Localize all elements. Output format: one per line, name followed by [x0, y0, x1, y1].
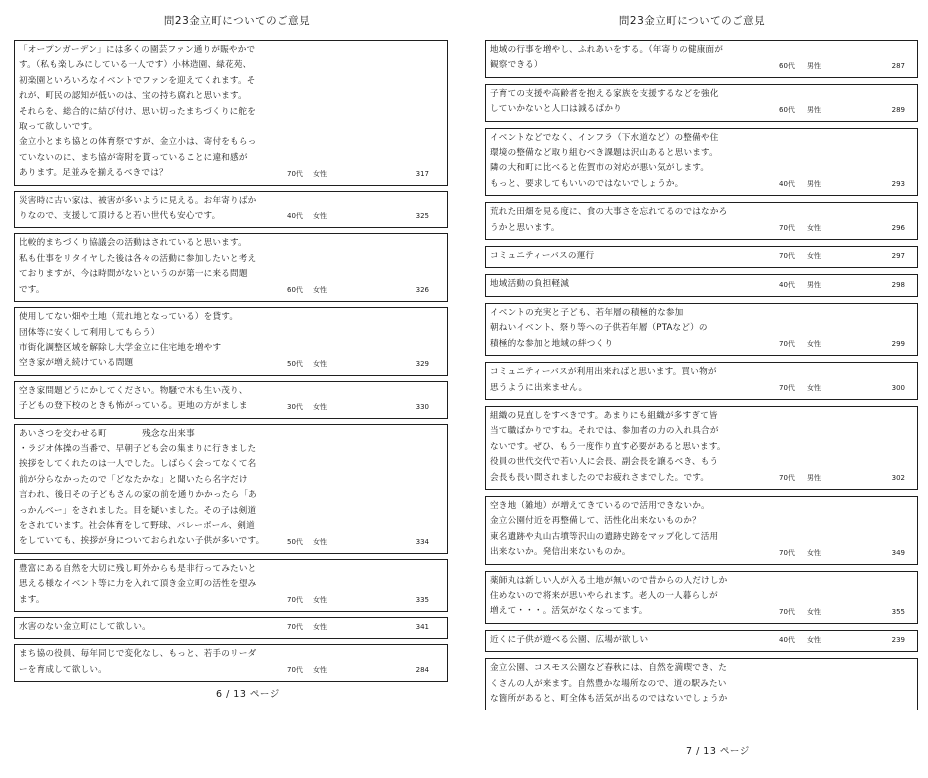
comment-entry	[485, 658, 918, 710]
respondent-meta	[287, 283, 447, 298]
respondent-gender: 女性	[313, 286, 327, 295]
respondent-id: 341	[415, 623, 429, 632]
respondent-age: 40代	[779, 280, 795, 289]
comment-entry	[14, 424, 448, 554]
respondent-id: 300	[891, 383, 905, 392]
respondent-meta	[757, 692, 917, 707]
respondent-id: 284	[415, 666, 429, 675]
comment-text: 子育ての支援や高齢者を抱える家族を支援するなどを強化 していかないと人口は減るばかり	[490, 88, 719, 115]
respondent-meta	[757, 177, 917, 192]
comment-text: イベントの充実と子ども、若年層の積極的な参加 朝ねいイベント、祭り等への子供若年層（PTAなど）の 積極的な参加と地域の絆つくり	[490, 307, 708, 349]
respondent-meta	[757, 546, 917, 561]
respondent-age: 70代	[287, 596, 303, 604]
respondent-gender: 男性	[807, 105, 821, 114]
page-title: 問23金立町についてのご意見	[618, 15, 766, 27]
respondent-meta	[287, 535, 447, 550]
respondent-meta	[757, 221, 917, 236]
respondent-gender: 女性	[807, 636, 821, 645]
comment-text: イベントなどでなく、インフラ（下水道など）の整備や住 環境の整備など取り組むべき課題は沢山あると思います。 隣の大和町に比べると佐賀市の対応が悪い気がします。 もっと、要求してもいいのではないでしょうか。	[490, 132, 719, 189]
respondent-age: 50代	[287, 537, 303, 546]
respondent-id: 287	[891, 61, 905, 70]
respondent-age: 70代	[779, 607, 795, 616]
respondent-age: 40代	[779, 180, 795, 189]
respondent-meta	[757, 103, 917, 118]
respondent-gender: 女性	[313, 537, 327, 546]
respondent-gender: 女性	[807, 340, 821, 349]
comment-entry	[14, 233, 448, 302]
respondent-gender: 女性	[807, 252, 821, 261]
respondent-id: 239	[891, 636, 905, 645]
respondent-id: 325	[415, 212, 429, 221]
comment-text: コミュニティーバスが利用出来ればと思います。買い物が 思うように出来ません。	[490, 367, 717, 393]
comment-text: 空き地（雑地）が増えてきているので活用できないか。 金立公園付近を再整備して、活性化出来ないものか？ 東名遺跡や丸山古墳等沢山の遺跡史跡をマップ化して活用 出来ないか。発信出来ないものか。	[490, 500, 719, 558]
comment-text: 使用してない畑や土地（荒れ地となっている）を貸す。 団体等に安くして利用してもらう） 市街化調整区域を解除し大学金立に住宅地を増やす 空き家が増え続けている問題	[19, 312, 239, 369]
comment-entry	[485, 303, 918, 356]
respondent-meta	[287, 663, 447, 678]
respondent-id: 355	[891, 607, 905, 616]
comment-text: 地域の行事を増やし、ふれあいをする。（年寄りの健康面が 観察できる）	[490, 45, 724, 71]
comment-entry	[485, 128, 918, 197]
respondent-gender: 男性	[807, 61, 821, 70]
respondent-meta	[287, 593, 447, 608]
entry-list	[14, 40, 448, 687]
respondent-id: 293	[891, 180, 905, 189]
comment-text: 近くに子供が遊べる公園、広場が欲しい	[490, 634, 649, 645]
comment-text: まち協の役員、毎年同じで変化なし、もっと、若手のリーダ ーを育成して欲しい。	[19, 649, 257, 675]
comment-text: 荒れた田畑を見る度に、食の大事さを忘れてるのではなかろ うかと思います。	[490, 207, 728, 233]
comment-entry	[485, 362, 918, 400]
respondent-age: 40代	[287, 212, 303, 221]
respondent-gender: 女性	[807, 383, 821, 392]
comment-entry	[485, 630, 918, 652]
comment-entry	[485, 40, 918, 78]
comment-entry	[14, 307, 448, 376]
respondent-gender: 男性	[807, 180, 821, 189]
comment-entry	[485, 84, 918, 122]
comment-text: 「オープンガーデン」には多くの園芸ファン通りが賑やかで す。（私も楽しみにしている一人です）小林造園、緑花苑、 初楽園といろいろなイベントでファンを迎えてくれます。そ れが、町民の認知が低いのは、宝の持ち腐れと思います。 それらを、総合的に結び付け、思い切ったまちづくりに舵を 取って欲しいです。 金立小とまち協との体育祭ですが、金立小は、寄付をもらっ ていないのに、まち協が寄附を貰っていることに違和感が あります。足並みを揃えるべきでは？	[19, 45, 257, 179]
respondent-id: 296	[891, 224, 905, 233]
comment-text: 金立公園、コスモス公園など春秋には、自然を満喫でき、た くさんの人が来ます。自然豊かな場所なので、道の駅みたい な箇所があると、町全体も活気が出るのではないでしょうか	[490, 663, 728, 704]
respondent-id: 330	[415, 402, 429, 411]
respondent-age: 60代	[287, 286, 303, 295]
respondent-meta	[757, 278, 917, 293]
respondent-meta	[287, 357, 447, 372]
respondent-gender: 女性	[313, 212, 327, 221]
respondent-meta	[757, 381, 917, 396]
respondent-gender: 男性	[807, 473, 821, 482]
page-number: 7 / 13 ページ	[686, 746, 750, 757]
respondent-meta	[757, 59, 917, 74]
comment-text: あいさつを交わせる町 残念な出来事 ・ラジオ体操の当番で、早朝子ども会の集まりに行きました 挨拶をしてくれたのは一人でした。しばらく会ってなくて名 前が分らなかったので「どなたかな」と聞いたら名字だけ 言われ、後日その子どもさんの家の前を通りかかったら「あ っかんべー」をされました。目を疑いました。その子は剣道 をされています。社会体育をして野球、バレーボール、剣道 をしていても、挨拶が身についておられない子供が多いです。	[19, 428, 265, 547]
respondent-id: 299	[891, 340, 905, 349]
comment-entry	[14, 381, 448, 419]
comment-text: 災害時に古い家は、被害が多いように見える。お年寄りばか りなので、支援して頂けると若い世代も安心です。	[19, 195, 257, 222]
respondent-id: 349	[891, 548, 905, 557]
comment-entry	[14, 559, 448, 612]
respondent-gender: 女性	[313, 623, 327, 632]
comment-entry	[485, 202, 918, 240]
comment-text: 水害のない金立町にして欲しい。	[19, 622, 151, 632]
respondent-age: 70代	[287, 666, 303, 675]
respondent-meta	[757, 633, 917, 648]
respondent-meta	[757, 337, 917, 352]
respondent-gender: 女性	[807, 548, 821, 557]
respondent-id: 297	[891, 252, 905, 261]
respondent-gender: 女性	[807, 607, 821, 616]
respondent-age: 70代	[287, 169, 303, 178]
comment-text: コミュニティーバスの運行	[490, 251, 595, 262]
respondent-id: 334	[415, 537, 429, 546]
comment-text: 組織の見直しをすべきです。あまりにも組織が多すぎて皆 当て職ばかりですね。それでは、参加者の力の入れ具合が ないです。ぜひ、もう一度作り直す必要があると思います。 役員の世代交代で若い人に会長、副会長を譲るべき、もう 会長も長い間されましたのでお疲れさまでした。です。	[490, 410, 726, 483]
comment-text: 地域活動の負担軽減	[490, 279, 570, 290]
comment-entry	[14, 191, 448, 229]
respondent-age: 70代	[779, 473, 795, 482]
respondent-age: 70代	[779, 383, 795, 392]
respondent-meta	[757, 471, 917, 486]
respondent-id: 335	[415, 596, 429, 604]
entry-list	[485, 40, 918, 716]
comment-entry	[14, 644, 448, 682]
respondent-meta	[287, 620, 447, 635]
respondent-gender: 女性	[313, 402, 327, 411]
respondent-age: 60代	[779, 61, 795, 70]
right-page	[464, 0, 928, 778]
comment-entry	[14, 617, 448, 639]
respondent-meta	[287, 400, 447, 415]
page-title: 問23金立町についてのご意見	[163, 15, 311, 27]
comment-text: 比較的まちづくり協議会の活動はされていると思います。 私も仕事をリタイヤした後は各々の活動に参加したいと考え ておりますが、今は時間がないというのが第一に来る問題 です。	[19, 238, 257, 295]
respondent-age: 70代	[779, 252, 795, 261]
respondent-age: 70代	[779, 548, 795, 557]
respondent-id: 329	[415, 359, 429, 368]
comment-text: 豊富にある自然を大切に残し町外からも是非行ってみたいと 思える様なイベント等に力を入れて頂き金立町の活性を望み ます。	[19, 563, 257, 605]
respondent-meta	[757, 249, 917, 264]
comment-entry	[485, 246, 918, 268]
respondent-id: 326	[415, 286, 429, 295]
respondent-gender: 女性	[313, 359, 327, 368]
respondent-id: 317	[415, 169, 429, 178]
comment-text: 薬師丸は新しい人が入る土地が無いので昔からの人だけしか 住めないので将来が思いやられます。老人の一人暮らしが 増えて・・・。活気がなくなってます。	[490, 575, 728, 617]
page-number: 6 / 13 ページ	[216, 689, 280, 700]
comment-entry	[485, 571, 918, 624]
respondent-meta	[287, 167, 447, 182]
respondent-id: 298	[891, 280, 905, 289]
respondent-gender: 女性	[313, 169, 327, 178]
respondent-age: 30代	[287, 402, 303, 411]
respondent-gender: 女性	[807, 224, 821, 233]
respondent-age: 50代	[287, 359, 303, 368]
respondent-meta	[757, 605, 917, 620]
respondent-age: 70代	[779, 340, 795, 349]
respondent-gender: 女性	[313, 666, 327, 675]
respondent-age: 70代	[287, 623, 303, 632]
respondent-id: 289	[891, 105, 905, 114]
respondent-age: 40代	[779, 636, 795, 645]
respondent-gender: 男性	[807, 280, 821, 289]
comment-text: 空き家問題どうにかしてください。物騒で木も生い茂り、 子どもの登下校のときも怖がっている。更地の方がましま	[19, 385, 248, 412]
respondent-gender: 女性	[313, 596, 327, 604]
respondent-meta	[287, 209, 447, 224]
comment-entry	[485, 274, 918, 296]
respondent-age: 70代	[779, 224, 795, 233]
respondent-id: 302	[891, 473, 905, 482]
comment-entry	[485, 496, 918, 565]
comment-entry	[485, 406, 918, 490]
comment-entry	[14, 40, 448, 186]
respondent-age: 60代	[779, 105, 795, 114]
